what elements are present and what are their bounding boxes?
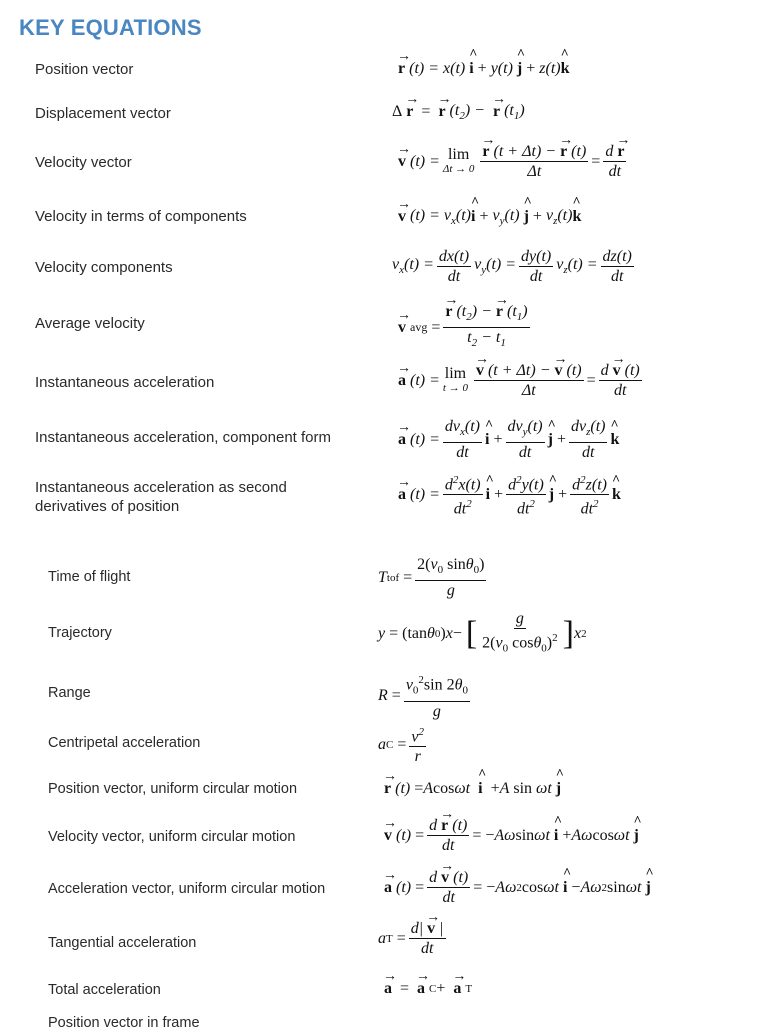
equation-vel-vector-ucm: → v (t) = $\frac{d \to r (t)}{dt}$ = − Aω sin ωt ^ i + Aω cos ωt ^ j: [384, 817, 639, 854]
label-average-velocity: Average velocity: [35, 315, 145, 332]
equation-velocity-terms: → v $(t) = v_x(t)$ ^ i + $v_y(t)$ ^ j + $v_z(t)$ ^ k: [398, 207, 581, 227]
equation-time-of-flight: T tof = $\frac{2(v_0 \sin\theta_0)}{g}$: [378, 556, 485, 600]
equation-centripetal: a C = $\frac{v^2}{r}$: [378, 726, 424, 766]
label-vel-vector-ucm: Velocity vector, uniform circular motion: [48, 829, 296, 845]
label-range: Range: [48, 685, 91, 701]
equation-instantaneous-acceleration: → a (t) = lim t → 0 → $\frac{v (t + \Delta t) - \to v (t)}{\Delta t}$ = $\frac{d \to v (t)}{dt}$: [398, 362, 645, 399]
equation-accel-second-derivatives: → a (t) = $\frac{d^2x(t)}{dt^2}$ ^ i + $\frac{d^2y(t)}{dt^2}$ ^ j + $\frac{d^2z(t)}{dt^2}$ ^ k: [398, 472, 621, 518]
equation-velocity-vector: → v (t) = lim Δt → 0 → $\frac{r (t + \Delta t) - \to r (t)}{\Delta t}$ = $\frac{d \to r}{dt}$: [398, 143, 629, 180]
label-pos-vector-ucm: Position vector, uniform circular motion: [48, 781, 298, 797]
label-instantaneous-acceleration: Instantaneous acceleration: [35, 374, 215, 391]
label-position-vector: Position vector: [35, 61, 134, 78]
label-line-2: derivatives of position: [35, 498, 180, 515]
equation-acc-vector-ucm: → a (t) = $\frac{d \to v (t)}{dt}$ = − Aω 2 cos ωt ^ i − Aω 2 sin ωt ^ j: [384, 869, 651, 906]
equation-accel-component-form: → a (t) = $\frac{dv_x(t)}{dt}$ ^ i + $\frac{dv_y(t)}{dt}$ ^ j + $\frac{dv_z(t)}{dt}$ ^ k: [398, 418, 619, 461]
equation-average-velocity: → v avg = → $\frac{r (t_2) - \to r (t_1)}{t_2 - t_1}$: [398, 303, 533, 352]
equation-pos-vector-ucm: → r (t) = A cos ωt ^ i + A sin ωt ^ j: [384, 780, 561, 798]
label-velocity-terms: Velocity in terms of components: [35, 208, 247, 225]
equation-position-vector: → r (t) = x(t) ^ i + y(t) ^ j + z(t) ^ k: [398, 60, 570, 78]
equation-range: R = $\frac{v_0^2\sin 2\theta_0}{g}$: [378, 674, 468, 720]
label-acc-vector-ucm: Acceleration vector, uniform circular motion: [48, 881, 326, 897]
equation-tangential: a T = $\frac{d| \to v |}{dt}$: [378, 920, 449, 957]
label-velocity-vector: Velocity vector: [35, 154, 132, 171]
label-velocity-components: Velocity components: [35, 259, 173, 276]
equation-velocity-components: $v_x(t)$ = $\frac{dx(t)}{dt}$ $v_y(t)$ = $\frac{dy(t)}{dt}$ $v_z(t)$ = $\frac{dz(t)}{dt}$: [392, 248, 632, 285]
label-total-acceleration: Total acceleration: [48, 982, 161, 998]
label-tangential: Tangential acceleration: [48, 935, 197, 951]
label-position-frame: Position vector in frame: [48, 1015, 200, 1031]
label-displacement-vector: Displacement vector: [35, 105, 171, 122]
equation-trajectory: y = (tan θ 0 ) x − [ $\frac{g}{2(v_0 \cos\theta_0)^2}$ ] x 2: [378, 610, 587, 655]
label-trajectory: Trajectory: [48, 625, 112, 641]
equation-total-acceleration: → a = → a C + → a T: [384, 980, 472, 998]
label-line-1: Instantaneous acceleration as second: [35, 479, 287, 496]
label-accel-second-derivatives: [35, 478, 287, 516]
page-title: KEY EQUATIONS: [19, 15, 202, 40]
label-accel-component-form: Instantaneous acceleration, component form: [35, 429, 332, 446]
label-time-of-flight: Time of flight: [48, 569, 131, 585]
equation-displacement-vector: Δ → r = → r $(t_2)$ − → r $(t_1)$: [392, 102, 525, 122]
label-centripetal: Centripetal acceleration: [48, 735, 201, 751]
